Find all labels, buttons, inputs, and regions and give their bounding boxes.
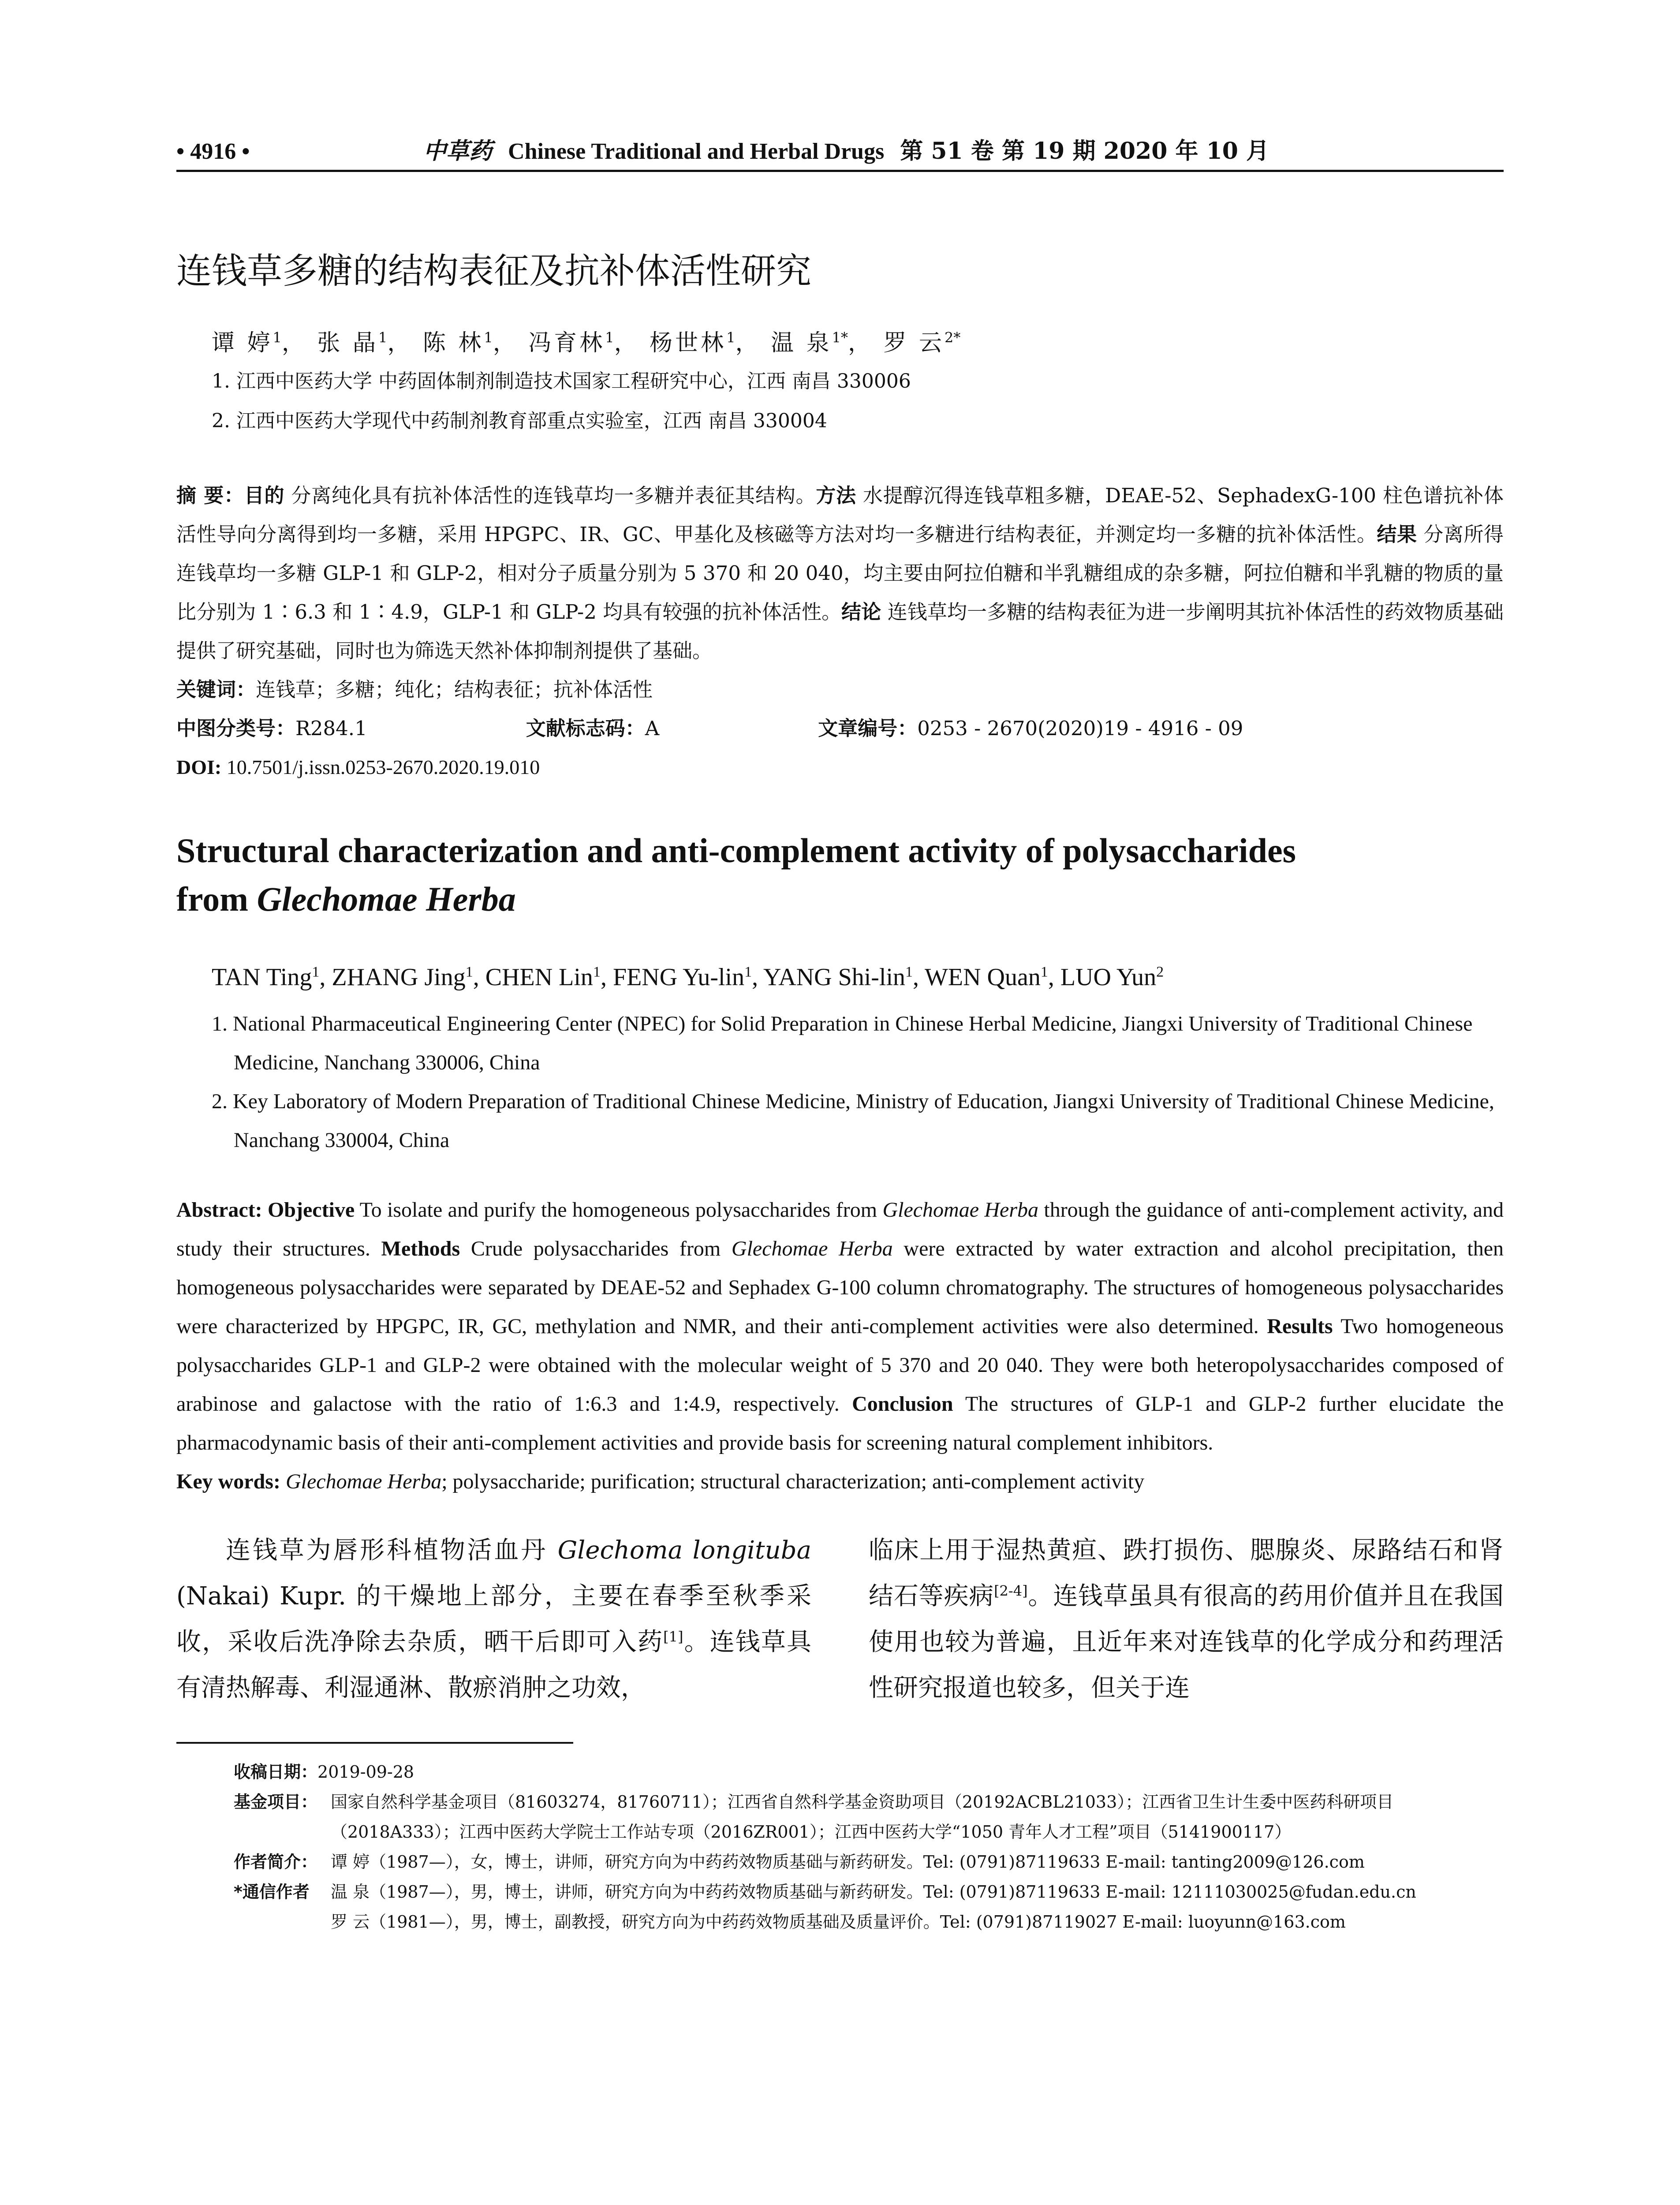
author-sup: 1	[312, 964, 320, 980]
objective-text: 分离纯化具有抗补体活性的连钱草均一多糖并表征其结构。	[284, 484, 816, 507]
title-en-italic: Glechomae Herba	[257, 880, 516, 918]
affiliation-cn: 1. 江西中医药大学 中药固体制剂制造技术国家工程研究中心，江西 南昌 330006	[212, 370, 911, 392]
title-en-line1: Structural characterization and anti-complement activity of polysaccharides	[176, 831, 1296, 870]
clc-value: R284.1	[295, 717, 367, 740]
citation-ref[interactable]: [1]	[663, 1628, 683, 1645]
abstract-en-text: were extracted by water extraction and alcohol precipitation, then homogeneous polysaccharides were separated by DEAE-52 and Sephadex G-100 column chromatography. The structures of homogeneous polysaccharides were characterized by HPGPC, IR, GC, methylation and NMR, and their anti-complement activities were also determined.	[176, 1237, 1504, 1338]
author-sup: 1	[378, 329, 388, 346]
author-cn: 冯育林	[528, 330, 605, 356]
author-cn: 温 泉	[771, 330, 832, 356]
author-bio-text: 谭 婷（1987—），女，博士，讲师，研究方向为中药药效物质基础与新药研发。Tel: (0791)87119633 E-mail: tanting2009@126.com	[331, 1852, 1365, 1872]
author-en: WEN Quan	[925, 964, 1041, 991]
footnote-corresponding	[234, 1877, 1504, 1937]
abstract-en-text: Two homogeneous polysaccharides GLP-1 and GLP-2 were obtained with the molecular weight of 5 370 and 20 040. They were both heteropolysaccharides composed of arabinose and galactose with the ratio of 1:6.3 and 1:4.9, respectively.	[176, 1315, 1504, 1416]
keywords-en-text: ; polysaccharide; purification; structural characterization; anti-complement activity	[441, 1470, 1145, 1493]
doi-link[interactable]: 10.7501/j.issn.0253-2670.2020.19.010	[221, 756, 540, 778]
title-en	[176, 826, 1504, 923]
affiliation-en: 1. National Pharmaceutical Engineering Center (NPEC) for Solid Preparation in Chinese Herbal Medicine, Jiangxi University of Traditional Chinese Medicine, Nanchang 330006, China	[212, 1012, 1473, 1074]
abstract-en-text: through the guidance of anti-complement activity, and study their structures.	[176, 1198, 1504, 1260]
author-cn: 谭 婷	[212, 330, 273, 356]
keywords-text: 连钱草；多糖；纯化；结构表征；抗补体活性	[256, 678, 653, 701]
corresponding-author-1: 温 泉（1987—），男，博士，讲师，研究方向为中药药效物质基础与新药研发。Tel: (0791)87119633 E-mail: 12111030025@fudan.edu.cn	[331, 1882, 1416, 1902]
conclusion-en-label: Conclusion	[852, 1392, 953, 1416]
keywords-cn	[176, 670, 1504, 709]
abstract-en-label: Abstract: Objective	[176, 1198, 355, 1222]
author-sup: 2	[1156, 964, 1164, 980]
conclusion-label: 结论	[841, 600, 881, 624]
body-text: 临床上用于湿热黄疸、跌打损伤、腮腺炎、尿路结石和肾结石等疾病	[869, 1536, 1504, 1611]
conclusion-text: 连钱草均一多糖的结构表征为进一步阐明其抗补体活性的药效物质基础提供了研究基础，同时也为筛选天然补体抑制剂提供了基础。	[176, 600, 1504, 662]
abstract-en-italic: Glechomae Herba	[882, 1198, 1039, 1222]
objective-label: 目的	[244, 484, 285, 507]
author-en: LUO Yun	[1060, 964, 1157, 991]
journal-name-cn: 中草药	[423, 138, 493, 164]
author-en: FENG Yu-lin	[612, 964, 745, 991]
methods-label: 方法	[816, 484, 856, 507]
paper-page	[176, 132, 1504, 1937]
citation-ref[interactable]: [2-4]	[994, 1582, 1028, 1600]
title-cn: 连钱草多糖的结构表征及抗补体活性研究	[176, 250, 811, 292]
journal-name-en: Chinese Traditional and Herbal Drugs	[508, 139, 885, 164]
authors-cn: 谭 婷$^1$， 张 晶$^1$， 陈 林$^1$， 冯育林$^1$， 杨世林$^1$， 温 泉$^{1*}$， 罗 云$^{2*}$	[212, 329, 961, 356]
footnote-author	[234, 1847, 1504, 1877]
corresponding-author-2: 罗 云（1981—），男，博士，副教授，研究方向为中药药效物质基础及质量评价。Tel: (0791)87119027 E-mail: luoyunn@163.com	[331, 1912, 1346, 1932]
body-columns	[176, 1528, 1504, 1711]
body-paragraph-cont	[869, 1528, 1504, 1711]
author-sup: 1	[593, 964, 601, 980]
keywords-label: 关键词：	[176, 678, 256, 701]
classification-row	[176, 709, 1504, 748]
body-column-right	[869, 1528, 1504, 1711]
abstract-cn	[176, 476, 1504, 670]
received-date: 2019-09-28	[317, 1762, 414, 1782]
abstract-en	[176, 1191, 1504, 1462]
body-paragraph	[176, 1528, 811, 1711]
author-en: CHEN Lin	[485, 964, 593, 991]
author-sup: 1	[726, 329, 735, 346]
doc-label: 文献标志码：	[526, 717, 645, 740]
results-text: 分离所得连钱草均一多糖 GLP-1 和 GLP-2，相对分子质量分别为 5 370 和 20 040，均主要由阿拉伯糖和半乳糖组成的杂多糖，阿拉伯糖和半乳糖的物质的量比分别为 1∶6.3 和 1∶4.9，GLP-1 和 GLP-2 均具有较强的抗补体活性。	[176, 523, 1504, 624]
issue-info: 第 51 卷 第 19 期 2020 年 10 月	[900, 138, 1269, 164]
author-sup: 1	[273, 329, 282, 346]
footnote-rule	[176, 1742, 573, 1744]
results-label: 结果	[1377, 523, 1417, 546]
author-sup: 1	[484, 329, 493, 346]
body-column-left	[176, 1528, 811, 1711]
body-text: (Nakai) Kupr. 的干燥地上部分，主要在春季至秋季采收，采收后洗净除去杂质，晒干后即可入药	[176, 1582, 811, 1656]
author-sup: 1	[1040, 964, 1048, 980]
keywords-en-italic: Glechomae Herba	[285, 1470, 442, 1493]
author-cn: 张 晶	[317, 330, 378, 356]
author-sup: 1	[744, 964, 752, 980]
author-en: YANG Shi-lin	[763, 964, 906, 991]
species-name: Glechoma longituba	[557, 1536, 811, 1565]
page-number: • 4916 •	[176, 139, 250, 164]
clc-label: 中图分类号：	[176, 717, 296, 740]
art-label: 文章编号：	[818, 717, 918, 740]
footnote-received	[234, 1757, 1504, 1787]
footnote-fund	[234, 1787, 1504, 1847]
methods-text: 水提醇沉得连钱草粗多糖，DEAE-52、SephadexG-100 柱色谱抗补体活性导向分离得到均一多糖，采用 HPGPC、IR、GC、甲基化及核磁等方法对均一多糖进行结构表征，并测定均一多糖的抗补体活性。	[176, 484, 1504, 546]
author-cn: 罗 云	[883, 330, 945, 356]
doc-value: A	[645, 717, 660, 740]
results-en-label: Results	[1267, 1315, 1333, 1338]
body-text: 。连钱草具有清热解毒、利湿通淋、散瘀消肿之功效，	[176, 1628, 812, 1702]
running-header	[176, 132, 1504, 172]
abstract-label: 摘 要：	[176, 484, 244, 507]
author-sup: 1	[605, 329, 614, 346]
abstract-en-italic: Glechomae Herba	[731, 1237, 893, 1260]
fund-text: 国家自然科学基金项目（81603274，81760711）；江西省自然科学基金资助项目（20192ACBL21033）；江西省卫生计生委中医药科研项目（2018A333）；江西中医药大学院士工作站专项（2016ZR001）；江西中医药大学“1050 青年人才工程”项目（5141900117）	[331, 1792, 1394, 1842]
document-code	[526, 709, 739, 748]
title-en-prefix: from	[176, 880, 257, 918]
art-value: 0253 - 2670(2020)19 - 4916 - 09	[917, 717, 1243, 740]
author-bio-label: 作者简介：	[234, 1852, 318, 1872]
methods-en-label: Methods	[381, 1237, 460, 1260]
keywords-en	[176, 1462, 1504, 1501]
body-text: 。连钱草虽具有很高的药用价值并且在我国使用也较为普遍，且近年来对连钱草的化学成分和药理活性研究报道也较多，但关于连	[869, 1582, 1504, 1702]
author-sup: 1	[905, 964, 913, 980]
received-label: 收稿日期：	[234, 1762, 318, 1782]
author-cn: 杨世林	[650, 330, 727, 356]
affiliation-cn: 2. 江西中医药大学现代中药制剂教育部重点实验室，江西 南昌 330004	[212, 410, 827, 432]
author-en: TAN Ting	[212, 964, 312, 991]
doi-label: DOI:	[176, 756, 222, 778]
fund-label: 基金项目：	[234, 1792, 318, 1812]
abstract-en-text: To isolate and purify the homogeneous polysaccharides from	[355, 1198, 883, 1222]
author-sup: 2*	[945, 329, 961, 346]
author-sup: 1*	[832, 329, 848, 346]
abstract-en-text: The structures of GLP-1 and GLP-2 further elucidate the pharmacodynamic basis of their anti-complement activities and provide basis for screening natural complement inhibitors.	[176, 1392, 1504, 1454]
author-en: ZHANG Jing	[332, 964, 466, 991]
keywords-en-label: Key words:	[176, 1470, 286, 1493]
corresponding-label: *通信作者	[234, 1882, 310, 1902]
doi-line	[176, 748, 1504, 787]
article-number	[818, 709, 1322, 748]
author-sup: 1	[465, 964, 473, 980]
abstract-en-text: Crude polysaccharides from	[460, 1237, 732, 1260]
clc-code	[176, 709, 447, 748]
authors-en: TAN Ting$^1$, ZHANG Jing$^1$, CHEN Lin$^1$, FENG Yu-lin$^1$, YANG Shi-lin$^1$, WEN Quan$^1$, LUO Yun$^2$	[212, 964, 1164, 991]
author-cn: 陈 林	[422, 330, 484, 356]
body-text: 连钱草为唇形科植物活血丹	[226, 1536, 558, 1565]
affiliation-en: 2. Key Laboratory of Modern Preparation of Traditional Chinese Medicine, Ministry of Education, Jiangxi University of Traditional Chinese Medicine, Nanchang 330004, China	[212, 1090, 1494, 1152]
